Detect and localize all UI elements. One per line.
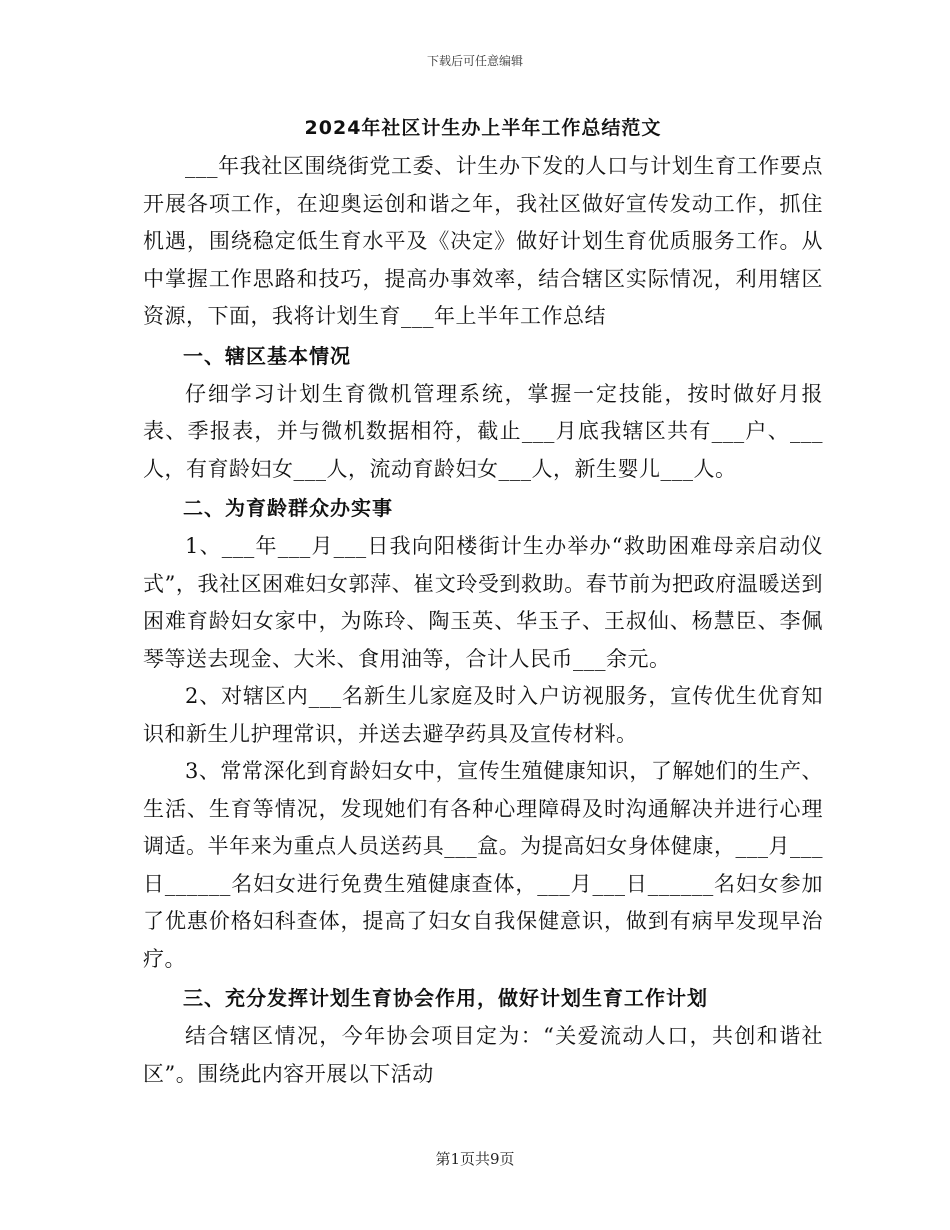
document-body bbox=[143, 110, 823, 1093]
page-footer: 第1页共9页 bbox=[435, 1150, 515, 1168]
section-2-paragraph-2: 2、对辖区内___名新生儿家庭及时入户访视服务，宣传优生优育知识和新生儿护理常识，并送去避孕药具及宣传材料。 bbox=[143, 684, 823, 746]
intro-paragraph: ___年我社区围绕街党工委、计生办下发的人口与计划生育工作要点开展各项工作，在迎奥运创和谐之年，我社区做好宣传发动工作，抓住机遇，围绕稳定低生育水平及《决定》做好计划生育优质服务工作。从中掌握工作思路和技巧，提高办事效率，结合辖区实际情况，利用辖区资源，下面，我将计划生育___年上半年工作总结 bbox=[143, 154, 823, 328]
section-2-heading: 二、为育龄群众办实事 bbox=[183, 496, 393, 520]
section-1-heading: 一、辖区基本情况 bbox=[183, 343, 351, 368]
section-3-heading: 三、充分发挥计划生育协会作用，做好计划生育工作计划 bbox=[183, 986, 708, 1010]
section-3-paragraph-1: 结合辖区情况，今年协会项目定为：“关爱流动人口，共创和谐社区”。围绕此内容开展以下活动 bbox=[143, 1024, 823, 1086]
section-2-paragraph-1: 1、___年___月___日我向阳楼街计生办举办“救助困难母亲启动仪式”，我社区困难妇女郭萍、崔文玲受到救助。春节前为把政府温暖送到困难育龄妇女家中，为陈玲、陶玉英、华玉子、王叔仙、杨慧臣、李佩琴等送去现金、大米、食用油等，合计人民币___余元。 bbox=[143, 534, 823, 671]
section-2-paragraph-3: 3、常常深化到育龄妇女中，宣传生殖健康知识，了解她们的生产、生活、生育等情况，发现她们有各种心理障碍及时沟通解决并进行心理调适。半年来为重点人员送药具___盒。为提高妇女身体健康，___月___日______名妇女进行免费生殖健康查体，___月___日______名妇女参加了优惠价格妇科查体，提高了妇女自我保健意识，做到有病早发现早治疗。 bbox=[143, 759, 823, 971]
page-header: 下载后可任意编辑 bbox=[426, 54, 523, 68]
section-1-paragraph-1: 仔细学习计划生育微机管理系统，掌握一定技能，按时做好月报表、季报表，并与微机数据相符，截止___月底我辖区共有___户、___人，有育龄妇女___人，流动育龄妇女___人，新生婴儿___人。 bbox=[143, 381, 823, 481]
document-title: 2024年社区计生办上半年工作总结范文 bbox=[304, 117, 662, 139]
